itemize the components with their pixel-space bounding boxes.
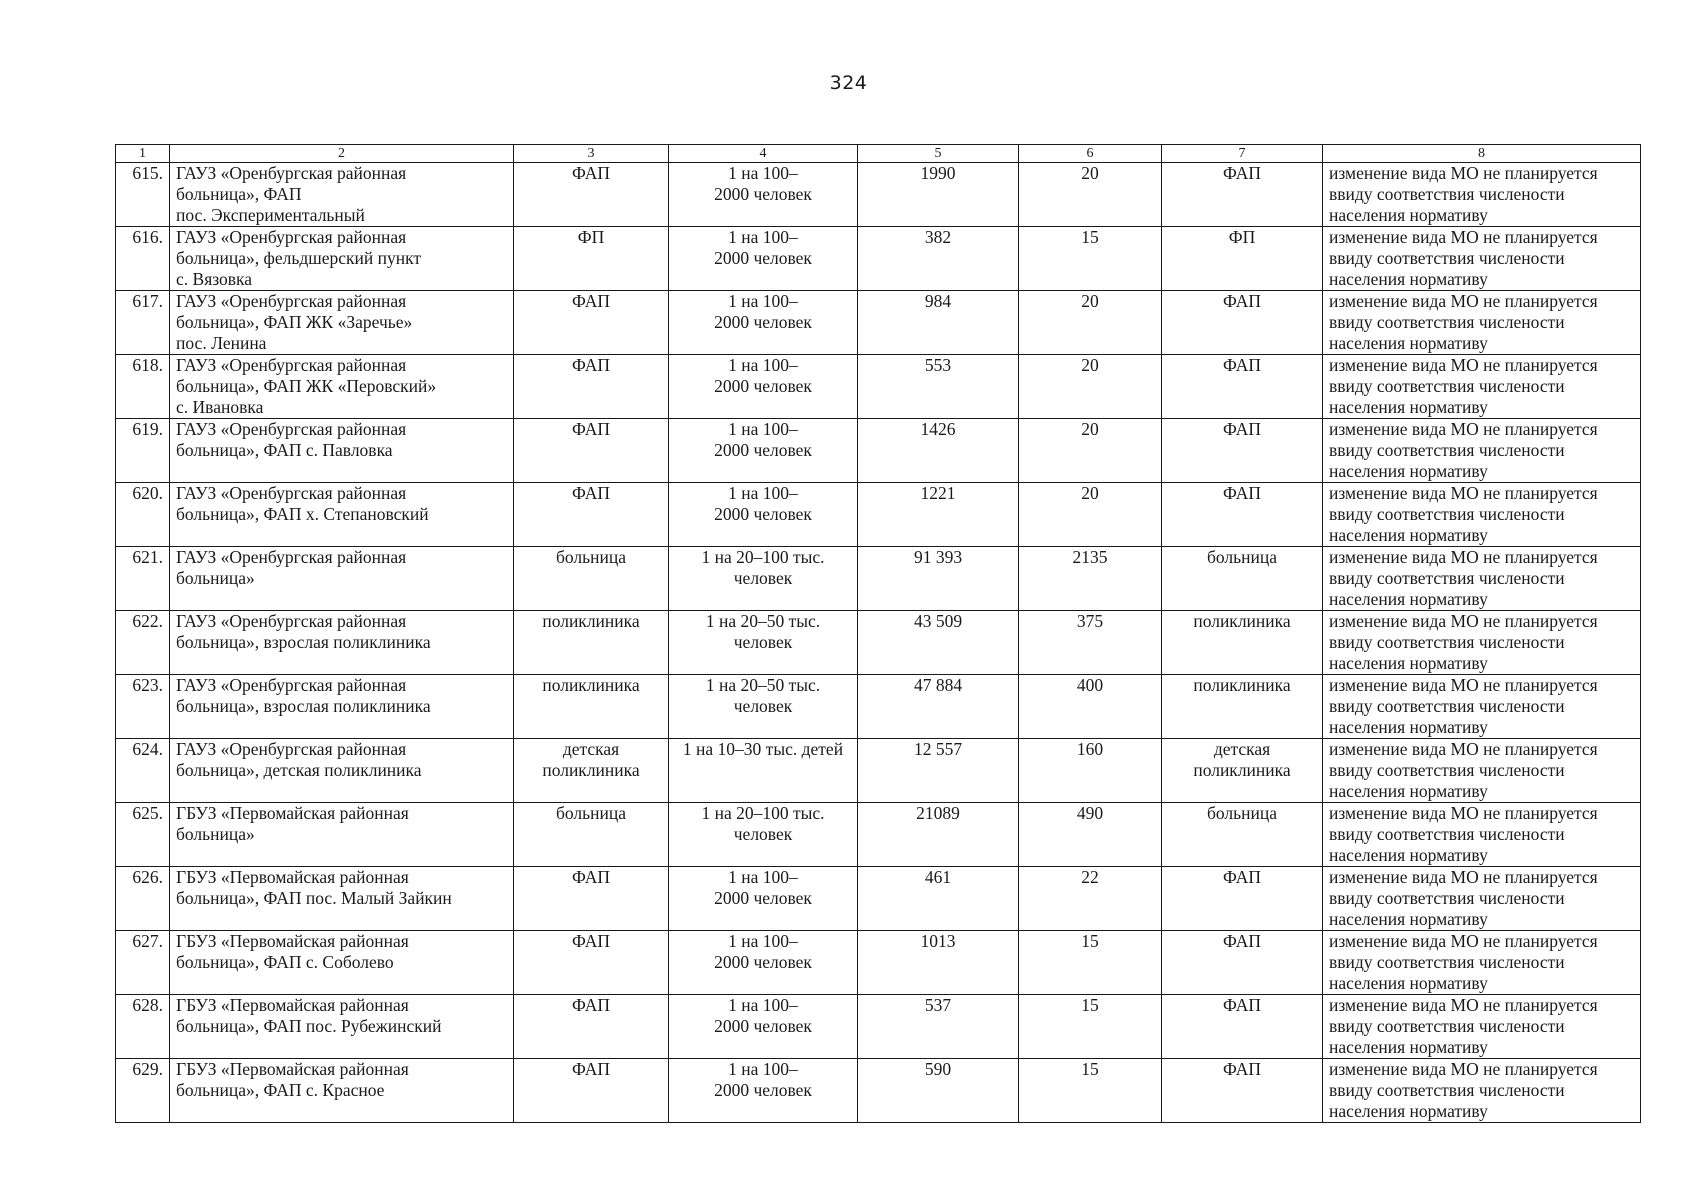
cell-text: 490 — [1076, 803, 1104, 823]
staff-cell — [1019, 675, 1162, 739]
cell-text: 623. — [132, 675, 163, 695]
planned-type-cell — [1162, 931, 1323, 995]
cell-text: 1 на 100– 2000 человек — [714, 867, 812, 908]
cell-text: ФАП — [1223, 483, 1261, 503]
population-cell — [858, 611, 1019, 675]
cell-text: ФАП — [572, 931, 610, 951]
population-cell — [858, 163, 1019, 227]
cell-text: ФАП — [1223, 931, 1261, 951]
institution-cell — [170, 355, 514, 419]
norm-cell — [669, 291, 858, 355]
cell-text: 621. — [132, 547, 163, 567]
cell-text: ФАП — [572, 419, 610, 439]
institution-cell — [170, 931, 514, 995]
table-row — [116, 547, 1641, 611]
current-type-cell — [514, 675, 669, 739]
column-header-8: 8 — [1323, 145, 1641, 163]
norm-cell — [669, 1059, 858, 1123]
cell-text: ГАУЗ «Оренбургская районная больница», ФАП ЖК «Заречье» пос. Ленина — [176, 291, 413, 353]
cell-text: 1221 — [920, 483, 956, 503]
cell-text: ФАП — [1223, 163, 1261, 183]
cell-text: 375 — [1076, 611, 1104, 631]
cell-text: изменение вида МО не планируется ввиду соответствия числености населения нормативу — [1329, 227, 1598, 289]
cell-text: 626. — [132, 867, 163, 887]
norm-cell — [669, 547, 858, 611]
cell-text: больница — [556, 547, 626, 567]
cell-text: ФП — [577, 227, 605, 247]
cell-text: 400 — [1076, 675, 1104, 695]
cell-text: больница — [1207, 547, 1277, 567]
cell-text: ФАП — [572, 483, 610, 503]
cell-text: 43 509 — [913, 611, 963, 631]
staff-cell — [1019, 291, 1162, 355]
cell-text: изменение вида МО не планируется ввиду соответствия числености населения нормативу — [1329, 291, 1598, 353]
cell-text: поликлиника — [1193, 675, 1291, 695]
data-table — [115, 144, 1641, 1123]
population-cell — [858, 803, 1019, 867]
row-number-cell — [116, 1059, 170, 1123]
cell-text: 617. — [132, 291, 163, 311]
row-number-cell — [116, 931, 170, 995]
population-cell — [858, 419, 1019, 483]
cell-text: 1 на 20–100 тыс. человек — [701, 547, 825, 588]
cell-text: 1 на 100– 2000 человек — [714, 355, 812, 396]
cell-text: ФАП — [1223, 419, 1261, 439]
cell-text: 620. — [132, 483, 163, 503]
cell-text: 15 — [1081, 1059, 1099, 1079]
table-row — [116, 931, 1641, 995]
population-cell — [858, 355, 1019, 419]
cell-text: 616. — [132, 227, 163, 247]
planned-type-cell — [1162, 1059, 1323, 1123]
current-type-cell — [514, 227, 669, 291]
row-number-cell — [116, 483, 170, 547]
planned-type-cell — [1162, 995, 1323, 1059]
row-number-cell — [116, 611, 170, 675]
cell-text: 622. — [132, 611, 163, 631]
population-cell — [858, 1059, 1019, 1123]
cell-text: 629. — [132, 1059, 163, 1079]
cell-text: ГАУЗ «Оренбургская районная больница», взрослая поликлиника — [176, 675, 431, 716]
institution-cell — [170, 675, 514, 739]
column-header-3: 3 — [514, 145, 669, 163]
institution-cell — [170, 483, 514, 547]
institution-cell — [170, 227, 514, 291]
norm-cell — [669, 675, 858, 739]
current-type-cell — [514, 611, 669, 675]
cell-text: ГБУЗ «Первомайская районная больница», ФАП пос. Малый Зайкин — [176, 867, 452, 908]
cell-text: 12 557 — [913, 739, 963, 759]
cell-text: 47 884 — [913, 675, 963, 695]
cell-text: ГБУЗ «Первомайская районная больница», ФАП с. Соболево — [176, 931, 409, 972]
cell-text: изменение вида МО не планируется ввиду соответствия числености населения нормативу — [1329, 1059, 1598, 1121]
table-row — [116, 291, 1641, 355]
cell-text: изменение вида МО не планируется ввиду соответствия числености населения нормативу — [1329, 611, 1598, 673]
cell-text: изменение вида МО не планируется ввиду соответствия числености населения нормативу — [1329, 675, 1598, 737]
row-number-cell — [116, 675, 170, 739]
cell-text: поликлиника — [1193, 611, 1291, 631]
cell-text: 1 на 100– 2000 человек — [714, 1059, 812, 1100]
table-row — [116, 803, 1641, 867]
table-row — [116, 867, 1641, 931]
population-cell — [858, 675, 1019, 739]
cell-text: 1 на 100– 2000 человек — [714, 163, 812, 204]
cell-text: 20 — [1081, 419, 1099, 439]
table-row — [116, 419, 1641, 483]
cell-text: 461 — [924, 867, 952, 887]
cell-text: ГАУЗ «Оренбургская районная больница», ФАП с. Павловка — [176, 419, 407, 460]
cell-text: 627. — [132, 931, 163, 951]
comment-cell — [1323, 739, 1641, 803]
cell-text: 1 на 100– 2000 человек — [714, 227, 812, 268]
staff-cell — [1019, 355, 1162, 419]
current-type-cell — [514, 867, 669, 931]
cell-text: 20 — [1081, 483, 1099, 503]
comment-cell — [1323, 547, 1641, 611]
cell-text: изменение вида МО не планируется ввиду соответствия числености населения нормативу — [1329, 803, 1598, 865]
cell-text: ГАУЗ «Оренбургская районная больница», ФАП ЖК «Перовский» с. Ивановка — [176, 355, 437, 417]
column-header-1: 1 — [116, 145, 170, 163]
cell-text: изменение вида МО не планируется ввиду соответствия числености населения нормативу — [1329, 483, 1598, 545]
comment-cell — [1323, 611, 1641, 675]
cell-text: 1 на 20–50 тыс. человек — [705, 611, 821, 652]
staff-cell — [1019, 995, 1162, 1059]
cell-text: ФАП — [572, 1059, 610, 1079]
cell-text: ФАП — [572, 291, 610, 311]
cell-text: детская поликлиника — [1193, 739, 1291, 780]
comment-cell — [1323, 867, 1641, 931]
row-number-cell — [116, 355, 170, 419]
current-type-cell — [514, 803, 669, 867]
cell-text: ФАП — [1223, 355, 1261, 375]
cell-text: ГАУЗ «Оренбургская районная больница», фельдшерский пункт с. Вязовка — [176, 227, 421, 289]
population-cell — [858, 227, 1019, 291]
population-cell — [858, 867, 1019, 931]
institution-cell — [170, 291, 514, 355]
cell-text: 1 на 20–100 тыс. человек — [701, 803, 825, 844]
staff-cell — [1019, 611, 1162, 675]
cell-text: изменение вида МО не планируется ввиду соответствия числености населения нормативу — [1329, 931, 1598, 993]
comment-cell — [1323, 483, 1641, 547]
cell-text: 2135 — [1072, 547, 1108, 567]
planned-type-cell — [1162, 483, 1323, 547]
cell-text: 22 — [1081, 867, 1099, 887]
institution-cell — [170, 1059, 514, 1123]
cell-text: 1 на 20–50 тыс. человек — [705, 675, 821, 716]
cell-text: 984 — [924, 291, 952, 311]
table-row — [116, 995, 1641, 1059]
current-type-cell — [514, 163, 669, 227]
norm-cell — [669, 483, 858, 547]
cell-text: ГБУЗ «Первомайская районная больница», ФАП пос. Рубежинский — [176, 995, 442, 1036]
table-row — [116, 163, 1641, 227]
planned-type-cell — [1162, 611, 1323, 675]
cell-text: ГАУЗ «Оренбургская районная больница», детская поликлиника — [176, 739, 422, 780]
institution-cell — [170, 739, 514, 803]
staff-cell — [1019, 1059, 1162, 1123]
planned-type-cell — [1162, 547, 1323, 611]
staff-cell — [1019, 419, 1162, 483]
cell-text: ГАУЗ «Оренбургская районная больница», взрослая поликлиника — [176, 611, 431, 652]
row-number-cell — [116, 803, 170, 867]
planned-type-cell — [1162, 803, 1323, 867]
table-row — [116, 1059, 1641, 1123]
norm-cell — [669, 227, 858, 291]
cell-text: 1 на 100– 2000 человек — [714, 291, 812, 332]
cell-text: 618. — [132, 355, 163, 375]
cell-text: поликлиника — [542, 611, 640, 631]
planned-type-cell — [1162, 227, 1323, 291]
cell-text: 382 — [924, 227, 952, 247]
current-type-cell — [514, 739, 669, 803]
cell-text: 20 — [1081, 163, 1099, 183]
cell-text: 553 — [924, 355, 952, 375]
planned-type-cell — [1162, 355, 1323, 419]
cell-text: поликлиника — [542, 675, 640, 695]
comment-cell — [1323, 355, 1641, 419]
table-row — [116, 483, 1641, 547]
column-header-7: 7 — [1162, 145, 1323, 163]
population-cell — [858, 547, 1019, 611]
cell-text: ФП — [1228, 227, 1256, 247]
cell-text: 1426 — [920, 419, 956, 439]
current-type-cell — [514, 483, 669, 547]
staff-cell — [1019, 931, 1162, 995]
row-number-cell — [116, 419, 170, 483]
cell-text: изменение вида МО не планируется ввиду соответствия числености населения нормативу — [1329, 163, 1598, 225]
table-row — [116, 675, 1641, 739]
cell-text: 15 — [1081, 931, 1099, 951]
row-number-cell — [116, 163, 170, 227]
comment-cell — [1323, 931, 1641, 995]
cell-text: ГАУЗ «Оренбургская районная больница» — [176, 547, 407, 588]
column-header-2: 2 — [170, 145, 514, 163]
institution-cell — [170, 867, 514, 931]
cell-text: 1 на 100– 2000 человек — [714, 419, 812, 460]
cell-text: детская поликлиника — [542, 739, 640, 780]
norm-cell — [669, 611, 858, 675]
column-header-5: 5 — [858, 145, 1019, 163]
comment-cell — [1323, 419, 1641, 483]
cell-text: 1 на 10–30 тыс. детей — [682, 739, 844, 759]
cell-text: ФАП — [1223, 291, 1261, 311]
current-type-cell — [514, 291, 669, 355]
comment-cell — [1323, 803, 1641, 867]
institution-cell — [170, 995, 514, 1059]
cell-text: ФАП — [1223, 995, 1261, 1015]
current-type-cell — [514, 419, 669, 483]
column-header-4: 4 — [669, 145, 858, 163]
cell-text: 1013 — [920, 931, 956, 951]
cell-text: 619. — [132, 419, 163, 439]
page-number: 324 — [829, 72, 868, 94]
planned-type-cell — [1162, 163, 1323, 227]
cell-text: изменение вида МО не планируется ввиду соответствия числености населения нормативу — [1329, 355, 1598, 417]
staff-cell — [1019, 803, 1162, 867]
norm-cell — [669, 995, 858, 1059]
institution-cell — [170, 803, 514, 867]
institution-cell — [170, 611, 514, 675]
cell-text: 91 393 — [913, 547, 963, 567]
institution-cell — [170, 163, 514, 227]
population-cell — [858, 483, 1019, 547]
table-row — [116, 355, 1641, 419]
planned-type-cell — [1162, 675, 1323, 739]
current-type-cell — [514, 931, 669, 995]
cell-text: 625. — [132, 803, 163, 823]
cell-text: больница — [1207, 803, 1277, 823]
cell-text: 160 — [1076, 739, 1104, 759]
comment-cell — [1323, 675, 1641, 739]
comment-cell — [1323, 227, 1641, 291]
cell-text: больница — [556, 803, 626, 823]
comment-cell — [1323, 163, 1641, 227]
cell-text: 15 — [1081, 227, 1099, 247]
population-cell — [858, 931, 1019, 995]
norm-cell — [669, 931, 858, 995]
comment-cell — [1323, 995, 1641, 1059]
table-body — [116, 163, 1641, 1123]
table-row — [116, 227, 1641, 291]
norm-cell — [669, 163, 858, 227]
row-number-cell — [116, 547, 170, 611]
norm-cell — [669, 355, 858, 419]
cell-text: 1 на 100– 2000 человек — [714, 995, 812, 1036]
cell-text: 1 на 100– 2000 человек — [714, 483, 812, 524]
cell-text: 615. — [132, 163, 163, 183]
norm-cell — [669, 419, 858, 483]
comment-cell — [1323, 1059, 1641, 1123]
cell-text: 590 — [924, 1059, 952, 1079]
cell-text: 1990 — [920, 163, 956, 183]
cell-text: 1 на 100– 2000 человек — [714, 931, 812, 972]
norm-cell — [669, 739, 858, 803]
norm-cell — [669, 803, 858, 867]
staff-cell — [1019, 483, 1162, 547]
cell-text: 21089 — [916, 803, 960, 823]
cell-text: изменение вида МО не планируется ввиду соответствия числености населения нормативу — [1329, 547, 1598, 609]
norm-cell — [669, 867, 858, 931]
cell-text: ФАП — [572, 867, 610, 887]
cell-text: 624. — [132, 739, 163, 759]
row-number-cell — [116, 291, 170, 355]
population-cell — [858, 739, 1019, 803]
planned-type-cell — [1162, 419, 1323, 483]
current-type-cell — [514, 995, 669, 1059]
cell-text: ГАУЗ «Оренбургская районная больница», ФАП х. Степановский — [176, 483, 429, 524]
staff-cell — [1019, 227, 1162, 291]
population-cell — [858, 995, 1019, 1059]
cell-text: ГБУЗ «Первомайская районная больница» — [176, 803, 409, 844]
row-number-cell — [116, 739, 170, 803]
cell-text: 628. — [132, 995, 163, 1015]
population-cell — [858, 291, 1019, 355]
table-row — [116, 739, 1641, 803]
staff-cell — [1019, 163, 1162, 227]
staff-cell — [1019, 867, 1162, 931]
planned-type-cell — [1162, 867, 1323, 931]
row-number-cell — [116, 995, 170, 1059]
cell-text: ФАП — [572, 163, 610, 183]
cell-text: ФАП — [572, 355, 610, 375]
comment-cell — [1323, 291, 1641, 355]
institution-cell — [170, 547, 514, 611]
current-type-cell — [514, 1059, 669, 1123]
row-number-cell — [116, 227, 170, 291]
planned-type-cell — [1162, 291, 1323, 355]
header-row — [116, 145, 1641, 163]
cell-text: ФАП — [572, 995, 610, 1015]
cell-text: изменение вида МО не планируется ввиду соответствия числености населения нормативу — [1329, 419, 1598, 481]
cell-text: изменение вида МО не планируется ввиду соответствия числености населения нормативу — [1329, 995, 1598, 1057]
cell-text: 15 — [1081, 995, 1099, 1015]
institution-cell — [170, 419, 514, 483]
column-header-6: 6 — [1019, 145, 1162, 163]
cell-text: ФАП — [1223, 867, 1261, 887]
current-type-cell — [514, 547, 669, 611]
cell-text: 20 — [1081, 291, 1099, 311]
cell-text: ГБУЗ «Первомайская районная больница», ФАП с. Красное — [176, 1059, 409, 1100]
cell-text: изменение вида МО не планируется ввиду соответствия числености населения нормативу — [1329, 867, 1598, 929]
staff-cell — [1019, 739, 1162, 803]
row-number-cell — [116, 867, 170, 931]
cell-text: ФАП — [1223, 1059, 1261, 1079]
current-type-cell — [514, 355, 669, 419]
cell-text: 20 — [1081, 355, 1099, 375]
staff-cell — [1019, 547, 1162, 611]
planned-type-cell — [1162, 739, 1323, 803]
cell-text: ГАУЗ «Оренбургская районная больница», ФАП пос. Экспериментальный — [176, 163, 407, 225]
cell-text: 537 — [924, 995, 952, 1015]
table-row — [116, 611, 1641, 675]
cell-text: изменение вида МО не планируется ввиду соответствия числености населения нормативу — [1329, 739, 1598, 801]
